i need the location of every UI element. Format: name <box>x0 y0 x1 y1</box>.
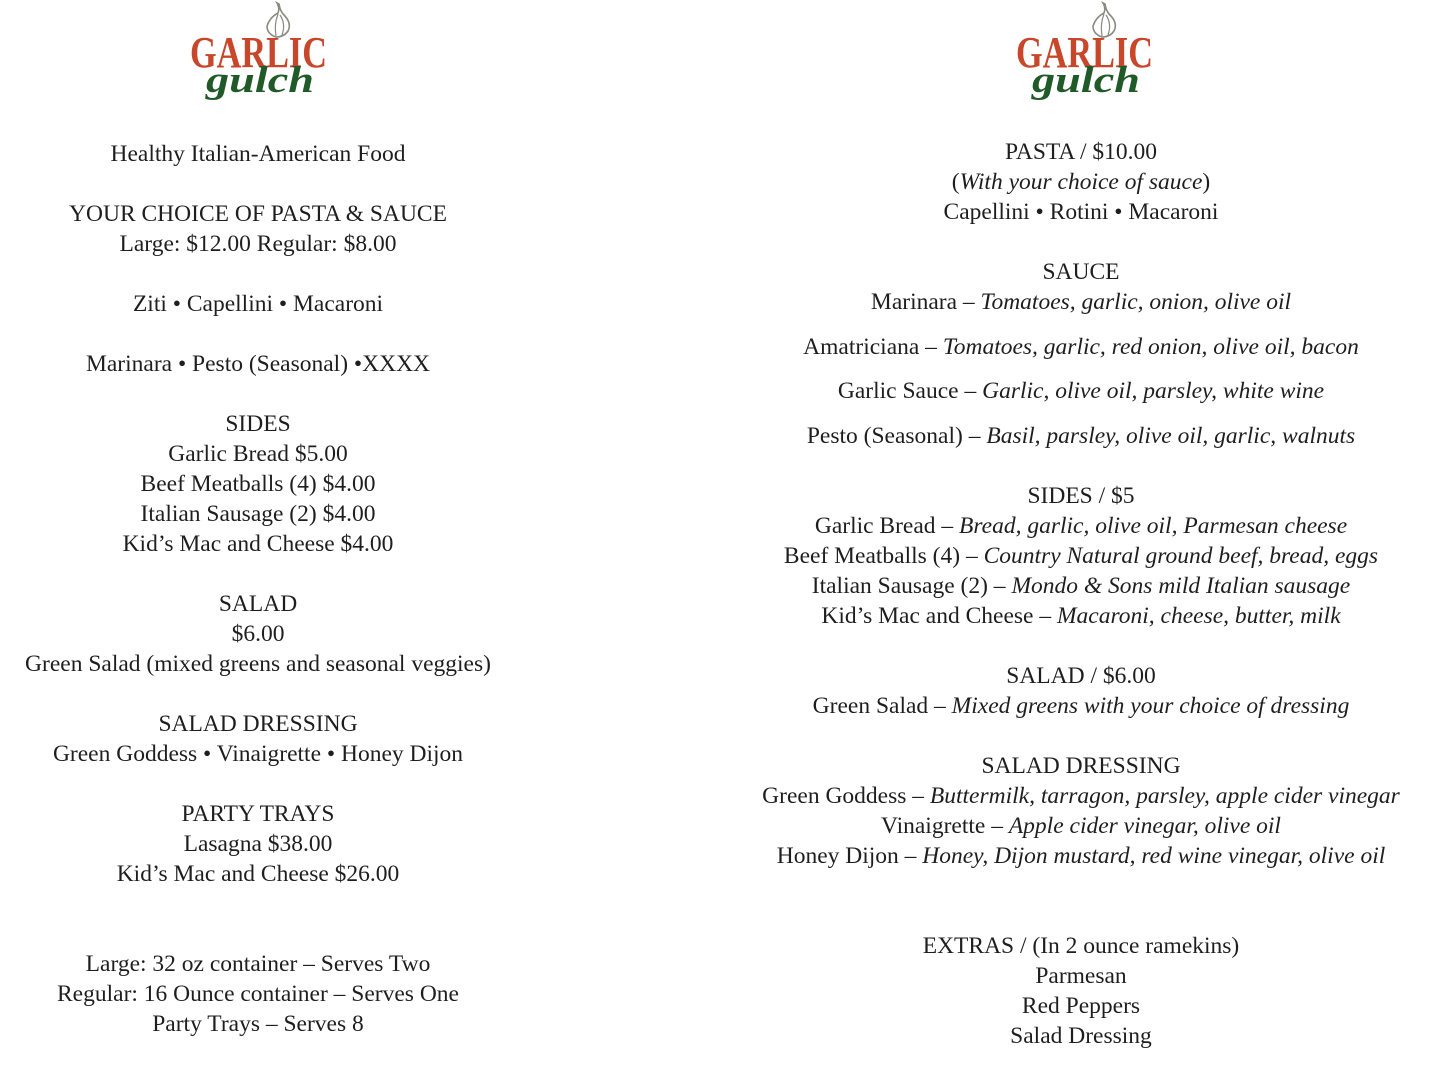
dressing-item: Vinaigrette – Apple cider vinegar, olive oil <box>881 812 1281 839</box>
side-item: Kid’s Mac and Cheese $4.00 <box>122 531 394 557</box>
logo-word-garlic: GARLIC <box>1016 28 1153 77</box>
extra-item: Parmesan <box>1035 962 1127 989</box>
dressing-heading: SALAD DRESSING <box>158 711 358 737</box>
side-item: Italian Sausage (2) – Mondo & Sons mild Italian sausage <box>811 572 1351 599</box>
side-item: Kid’s Mac and Cheese – Macaroni, cheese, butter, milk <box>821 602 1341 629</box>
salad-item: Green Salad (mixed greens and seasonal veggies) <box>25 651 491 677</box>
size-note: Large: 32 oz container – Serves Two <box>85 951 431 977</box>
pasta-sauce-heading: YOUR CHOICE OF PASTA & SAUCE <box>69 201 447 227</box>
garlic-gulch-logo <box>176 0 336 105</box>
logo-word-gulch: gulch <box>1030 60 1140 101</box>
pasta-options: Capellini • Rotini • Macaroni <box>943 199 1219 225</box>
extras-heading: EXTRAS / (In 2 ounce ramekins) <box>922 932 1240 959</box>
tagline: Healthy Italian-American Food <box>110 141 406 167</box>
dressing-options: Green Goddess • Vinaigrette • Honey Dijon <box>52 741 464 767</box>
side-item: Garlic Bread $5.00 <box>168 441 348 467</box>
sauce-item: Garlic Sauce – Garlic, olive oil, parsley, white wine <box>837 378 1325 404</box>
sides-heading: SIDES <box>225 411 291 437</box>
logo-word-garlic: GARLIC <box>190 28 327 77</box>
logo-word-gulch: gulch <box>204 60 314 101</box>
party-tray-item: Lasagna $38.00 <box>183 831 333 857</box>
pasta-note: (With your choice of sauce) <box>951 169 1211 195</box>
size-note: Party Trays – Serves 8 <box>152 1011 364 1037</box>
pasta-heading: PASTA / $10.00 <box>1004 139 1157 165</box>
side-item: Italian Sausage (2) $4.00 <box>140 501 376 527</box>
salad-item: Green Salad – Mixed greens with your choice of dressing <box>812 692 1350 719</box>
dressing-item: Green Goddess – Buttermilk, tarragon, parsley, apple cider vinegar <box>762 782 1400 809</box>
size-note: Regular: 16 Ounce container – Serves One <box>57 981 459 1007</box>
sauce-options: Marinara • Pesto (Seasonal) •XXXX <box>85 351 431 377</box>
extra-item: Red Peppers <box>1021 992 1141 1019</box>
party-trays-heading: PARTY TRAYS <box>181 801 335 827</box>
logo-graphic <box>1002 0 1162 105</box>
salad-heading: SALAD / $6.00 <box>1006 662 1156 689</box>
sauce-item: Amatriciana – Tomatoes, garlic, red onion, olive oil, bacon <box>803 333 1359 360</box>
pasta-options: Ziti • Capellini • Macaroni <box>132 291 384 317</box>
logo-graphic <box>176 0 336 105</box>
party-tray-item: Kid’s Mac and Cheese $26.00 <box>116 861 400 887</box>
sauce-item: Pesto (Seasonal) – Basil, parsley, olive oil, garlic, walnuts <box>806 422 1356 449</box>
sauce-item: Marinara – Tomatoes, garlic, onion, olive oil <box>870 289 1292 315</box>
salad-price: $6.00 <box>231 621 285 647</box>
extra-item: Salad Dressing <box>1010 1022 1152 1049</box>
dressing-heading: SALAD DRESSING <box>981 752 1181 779</box>
side-item: Beef Meatballs (4) – Country Natural ground beef, bread, eggs <box>783 542 1379 569</box>
sauce-heading: SAUCE <box>1042 259 1120 285</box>
pasta-size-prices: Large: $12.00 Regular: $8.00 <box>119 231 397 257</box>
side-item: Garlic Bread – Bread, garlic, olive oil, Parmesan cheese <box>814 512 1348 539</box>
garlic-gulch-logo <box>1002 0 1162 105</box>
sides-heading: SIDES / $5 <box>1027 482 1135 509</box>
side-item: Beef Meatballs (4) $4.00 <box>140 471 376 497</box>
salad-heading: SALAD <box>218 591 298 617</box>
dressing-item: Honey Dijon – Honey, Dijon mustard, red wine vinegar, olive oil <box>776 842 1386 869</box>
